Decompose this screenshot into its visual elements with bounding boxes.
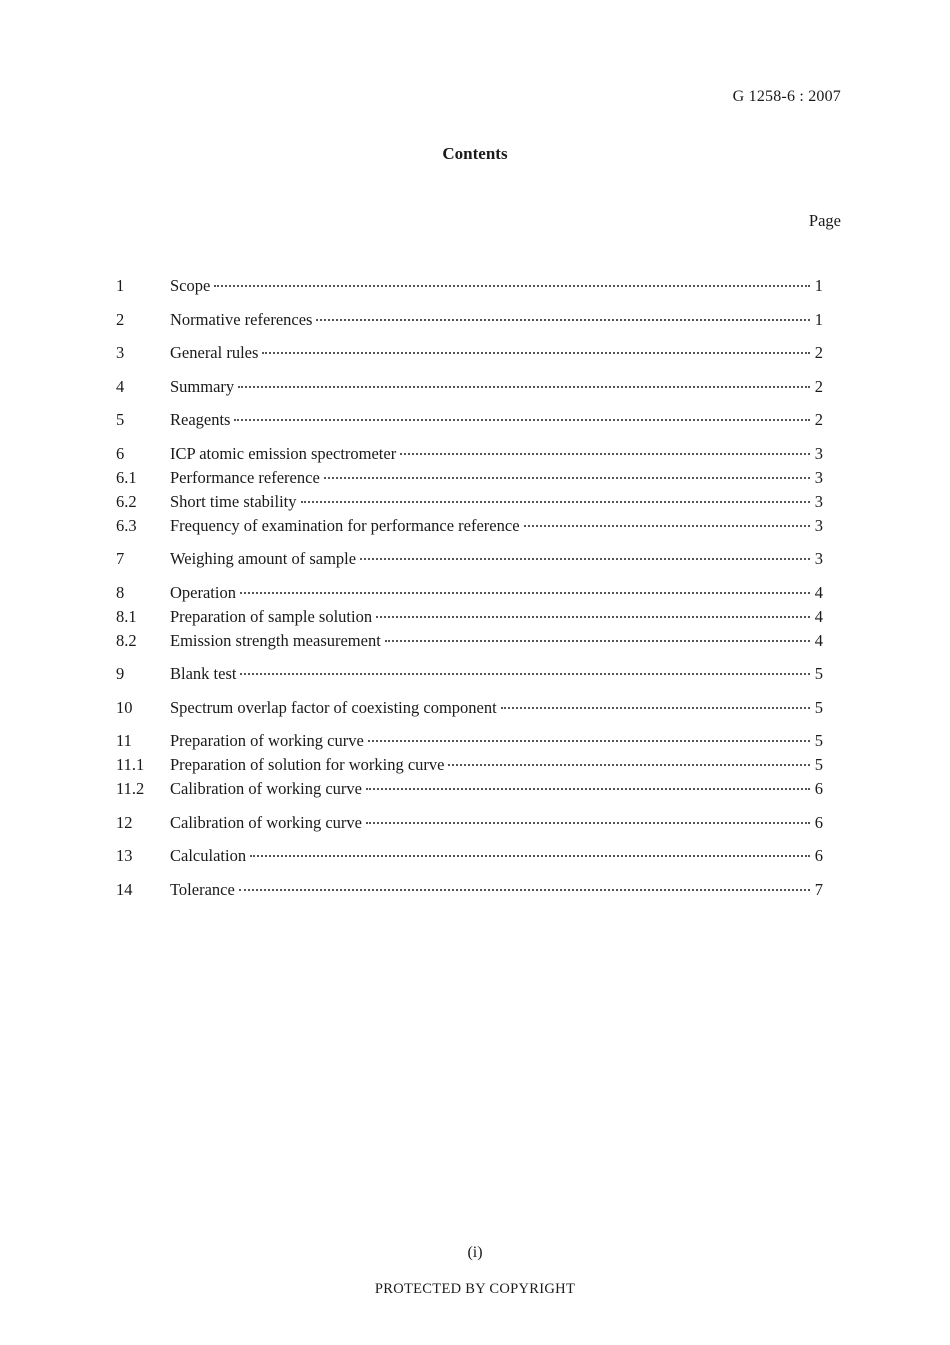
toc-entry-title: General rules [170,343,259,362]
toc-entry-number: 6 [116,443,125,463]
toc-entry-number: 8.2 [116,630,137,650]
toc-entry-page: 4 [814,582,823,602]
toc-entry-number: 13 [116,846,133,865]
toc-entry-page: 5 [814,731,823,750]
toc-entry-title: Short time stability [170,491,297,511]
toc-entry-number: 14 [116,879,133,899]
toc-entry-number: 5 [116,410,125,429]
toc-entry-page: 3 [814,549,823,568]
toc-entry-page: 5 [814,664,823,683]
toc-entry[interactable] [116,844,823,868]
toc-entry-page: 6 [814,846,823,865]
toc-entry-number: 9 [116,664,125,683]
toc-entry-title: Tolerance [170,879,235,899]
toc-entry-title: Operation [170,582,236,602]
toc-entry[interactable] [116,408,823,432]
toc-entry-page: 2 [814,376,823,396]
toc-entry[interactable] [116,442,823,466]
toc-entry-title: Reagents [170,410,231,429]
toc-entry[interactable] [116,308,823,332]
toc-entry-number: 8.1 [116,606,137,626]
toc-entry-title: Calculation [170,846,247,865]
toc-entry-title: Preparation of working curve [170,731,364,750]
toc-entry-page: 5 [814,755,823,774]
dot-leader [360,557,810,560]
toc-entry-page: 3 [814,443,823,463]
page-title: Contents [442,144,508,163]
toc-entry[interactable] [116,662,823,686]
toc-entry-page: 2 [814,410,823,429]
toc-entry-number: 3 [116,343,125,362]
toc-entry-number: 11.1 [116,755,145,774]
toc-entry-number: 8 [116,582,125,602]
toc-entry[interactable] [116,777,823,801]
toc-entry-title: Performance reference [170,467,320,487]
toc-entry-title: Preparation of solution for working curve [170,755,445,774]
table-of-contents [116,274,823,902]
dot-leader [262,351,810,354]
toc-entry-page: 3 [814,491,823,511]
toc-entry-page: 6 [814,812,823,832]
dot-leader [239,888,810,891]
toc-entry-number: 6.1 [116,467,137,487]
toc-entry-number: 12 [116,812,133,832]
dot-leader [324,476,810,479]
toc-entry-number: 4 [116,376,125,396]
dot-leader [385,639,810,642]
toc-entry-page: 3 [814,515,823,535]
dot-leader [250,854,810,857]
toc-entry-number: 6.2 [116,491,137,511]
toc-entry[interactable] [116,605,823,629]
toc-entry-title: Blank test [170,664,237,683]
dot-leader [316,318,810,321]
dot-leader [368,739,810,742]
toc-entry-page: 6 [814,779,823,798]
dot-leader [501,706,810,709]
dot-leader [524,524,810,527]
toc-entry-title: Calibration of working curve [170,812,362,832]
dot-leader [240,672,810,675]
dot-leader [234,418,810,421]
toc-entry[interactable] [116,729,823,753]
toc-entry-number: 11.2 [116,779,145,798]
toc-entry-page: 1 [814,276,823,295]
toc-entry[interactable] [116,274,823,298]
toc-entry-title: Frequency of examination for performance reference [170,515,520,535]
dot-leader [376,615,810,618]
toc-entry[interactable] [116,811,823,835]
toc-entry[interactable] [116,490,823,514]
dot-leader [238,385,810,388]
toc-entry-title: Scope [170,276,211,295]
toc-entry-number: 7 [116,549,125,568]
toc-entry-title: Emission strength measurement [170,630,381,650]
toc-entry-page: 2 [814,343,823,362]
toc-entry-number: 11 [116,731,132,750]
toc-entry-page: 3 [814,467,823,487]
toc-entry-number: 1 [116,276,125,295]
toc-entry[interactable] [116,466,823,490]
toc-entry[interactable] [116,375,823,399]
toc-entry-title: Normative references [170,309,313,329]
copyright-notice: PROTECTED BY COPYRIGHT [374,1281,576,1297]
toc-entry-page: 4 [814,606,823,626]
toc-entry-title: ICP atomic emission spectrometer [170,443,397,463]
toc-entry[interactable] [116,696,823,720]
toc-entry-title: Spectrum overlap factor of coexisting component [170,697,497,717]
dot-leader [448,763,810,766]
dot-leader [366,821,810,824]
dot-leader [400,452,810,455]
toc-entry-number: 2 [116,309,125,329]
toc-entry[interactable] [116,581,823,605]
toc-entry-title: Weighing amount of sample [170,549,357,568]
toc-entry-title: Preparation of sample solution [170,606,373,626]
toc-entry-page: 1 [814,309,823,329]
toc-entry-number: 10 [116,697,133,717]
document-id: G 1258-6 : 2007 [732,88,841,105]
toc-entry-page: 5 [814,697,823,717]
toc-entry[interactable] [116,514,823,538]
toc-entry-page: 7 [814,879,823,899]
toc-entry[interactable] [116,629,823,653]
dot-leader [301,500,811,503]
toc-entry[interactable] [116,341,823,365]
dot-leader [214,284,810,287]
dot-leader [366,787,810,790]
toc-entry[interactable] [116,753,823,777]
toc-entry[interactable] [116,878,823,902]
page-column-label: Page [808,211,841,230]
toc-entry-page: 4 [814,630,823,650]
toc-entry-number: 6.3 [116,515,137,535]
toc-entry-title: Summary [170,376,235,396]
page-number: (i) [467,1244,483,1261]
toc-entry[interactable] [116,547,823,571]
dot-leader [240,591,810,594]
toc-entry-title: Calibration of working curve [170,779,362,798]
